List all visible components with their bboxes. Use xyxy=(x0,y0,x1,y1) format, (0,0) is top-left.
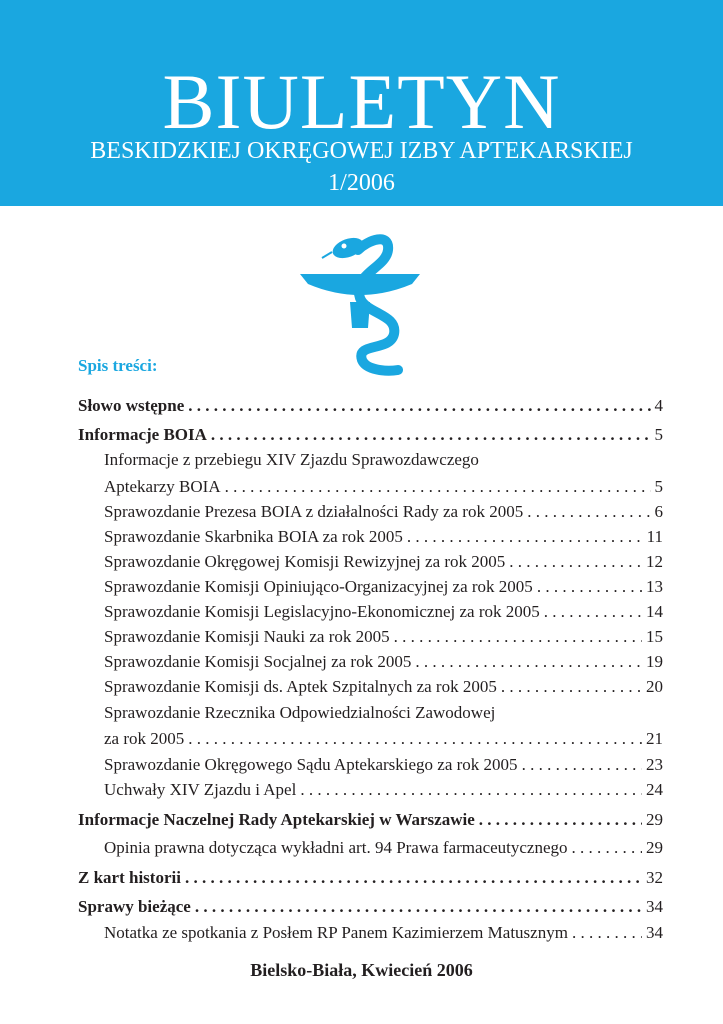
toc-entry-page: 21 xyxy=(646,729,663,748)
toc-heading: Spis treści: xyxy=(78,356,158,375)
toc-entry xyxy=(104,703,663,723)
toc-entry-page: 34 xyxy=(646,897,663,916)
toc-entry-page: 24 xyxy=(646,780,663,799)
toc-entry-page: 11 xyxy=(646,527,663,546)
toc-entry-page: 29 xyxy=(646,838,663,857)
toc-leader-dots xyxy=(509,552,642,572)
toc-leader-dots xyxy=(225,477,651,497)
toc-entry xyxy=(104,652,663,672)
toc-entry-page: 5 xyxy=(654,477,663,496)
toc-entry-page: 5 xyxy=(654,425,663,444)
toc-entry xyxy=(104,923,663,943)
publication-subtitle: BESKIDZKIEJ OKRĘGOWEJ IZBY APTEKARSKIEJ xyxy=(90,138,633,164)
toc-entry xyxy=(104,602,663,622)
toc-leader-dots xyxy=(501,677,642,697)
toc-leader-dots xyxy=(195,897,642,917)
toc-entry-label: Sprawozdanie Prezesa BOIA z działalności Rady za rok 2005 xyxy=(104,502,524,521)
toc-entry-label: Sprawozdanie Komisji Legislacyjno-Ekonomicznej za rok 2005 xyxy=(104,602,540,621)
toc-entry xyxy=(104,477,663,497)
toc-entry-label: Uchwały XIV Zjazdu i Apel xyxy=(104,780,297,799)
toc-leader-dots xyxy=(572,923,642,943)
toc-entry xyxy=(104,838,663,858)
toc-leader-dots xyxy=(537,577,642,597)
toc-leader-dots xyxy=(527,502,650,522)
toc-entry xyxy=(104,552,663,572)
toc-entry-label: Sprawozdanie Okręgowej Komisji Rewizyjnej za rok 2005 xyxy=(104,552,506,571)
toc-entry-label: Aptekarzy BOIA xyxy=(104,477,221,496)
toc-entry-page: 12 xyxy=(646,552,663,571)
toc-entry xyxy=(104,450,663,470)
toc-entry-label: Sprawozdanie Komisji Socjalnej za rok 2005 xyxy=(104,652,412,671)
toc-entry-page: 32 xyxy=(646,868,663,887)
toc-entry-label: Sprawozdanie Komisji Opiniująco-Organizacyjnej za rok 2005 xyxy=(104,577,533,596)
toc-entry-label: Informacje Naczelnej Rady Aptekarskiej w Warszawie xyxy=(78,810,475,829)
toc-entry-page: 34 xyxy=(646,923,663,942)
toc-entry-page: 23 xyxy=(646,755,663,774)
toc-entry xyxy=(104,755,663,775)
toc-leader-dots xyxy=(188,396,650,416)
toc-entry-label: Informacje z przebiegu XIV Zjazdu Sprawozdawczego xyxy=(104,450,479,469)
toc-entry xyxy=(78,396,663,416)
toc-entry-page: 6 xyxy=(654,502,663,521)
toc-leader-dots xyxy=(394,627,642,647)
toc-entry xyxy=(104,677,663,697)
toc-entry xyxy=(78,868,663,888)
toc-entry-page: 13 xyxy=(646,577,663,596)
toc-entry-label: Z kart historii xyxy=(78,868,181,887)
toc-entry xyxy=(104,780,663,800)
toc-entry-page: 4 xyxy=(654,396,663,415)
publication-title: BIULETYN xyxy=(162,58,561,145)
toc-entry-label: Sprawozdanie Okręgowego Sądu Aptekarskiego za rok 2005 xyxy=(104,755,518,774)
toc-entry xyxy=(104,502,663,522)
toc-entry-label: Sprawozdanie Komisji ds. Aptek Szpitalnych za rok 2005 xyxy=(104,677,497,696)
toc-entry-page: 29 xyxy=(646,810,663,829)
toc-leader-dots xyxy=(415,652,642,672)
bowl-of-hygieia-icon xyxy=(290,210,430,380)
header-banner xyxy=(0,0,723,206)
toc-leader-dots xyxy=(188,729,642,749)
toc-entry xyxy=(104,527,663,547)
toc-leader-dots xyxy=(544,602,642,622)
toc-entry xyxy=(78,897,663,917)
toc-entry xyxy=(104,729,663,749)
place-date: Bielsko-Biała, Kwiecień 2006 xyxy=(250,960,473,980)
toc-entry xyxy=(104,577,663,597)
toc-entry-label: Słowo wstępne xyxy=(78,396,185,415)
toc-entry-page: 14 xyxy=(646,602,663,621)
toc-entry xyxy=(78,810,663,830)
toc-entry-label: za rok 2005 xyxy=(104,729,185,748)
toc-leader-dots xyxy=(479,810,642,830)
toc-leader-dots xyxy=(407,527,643,547)
toc-leader-dots xyxy=(572,838,642,858)
toc-entry-label: Notatka ze spotkania z Posłem RP Panem Kazimierzem Matusznym xyxy=(104,923,568,942)
toc-entry-page: 20 xyxy=(646,677,663,696)
toc-leader-dots xyxy=(300,780,642,800)
toc-entry xyxy=(104,627,663,647)
toc-entry-label: Sprawozdanie Rzecznika Odpowiedzialności Zawodowej xyxy=(104,703,496,722)
issue-number: 1/2006 xyxy=(328,170,395,196)
toc-leader-dots xyxy=(522,755,642,775)
toc-entry-label: Opinia prawna dotycząca wykładni art. 94 Prawa farmaceutycznego xyxy=(104,838,568,857)
toc-entry-page: 19 xyxy=(646,652,663,671)
toc-entry xyxy=(78,425,663,445)
toc-entry-page: 15 xyxy=(646,627,663,646)
toc-entry-label: Sprawozdanie Skarbnika BOIA za rok 2005 xyxy=(104,527,403,546)
toc-leader-dots xyxy=(211,425,651,445)
toc-entry-label: Sprawy bieżące xyxy=(78,897,191,916)
toc-entry-label: Sprawozdanie Komisji Nauki za rok 2005 xyxy=(104,627,390,646)
toc-leader-dots xyxy=(185,868,642,888)
toc-entry-label: Informacje BOIA xyxy=(78,425,207,444)
